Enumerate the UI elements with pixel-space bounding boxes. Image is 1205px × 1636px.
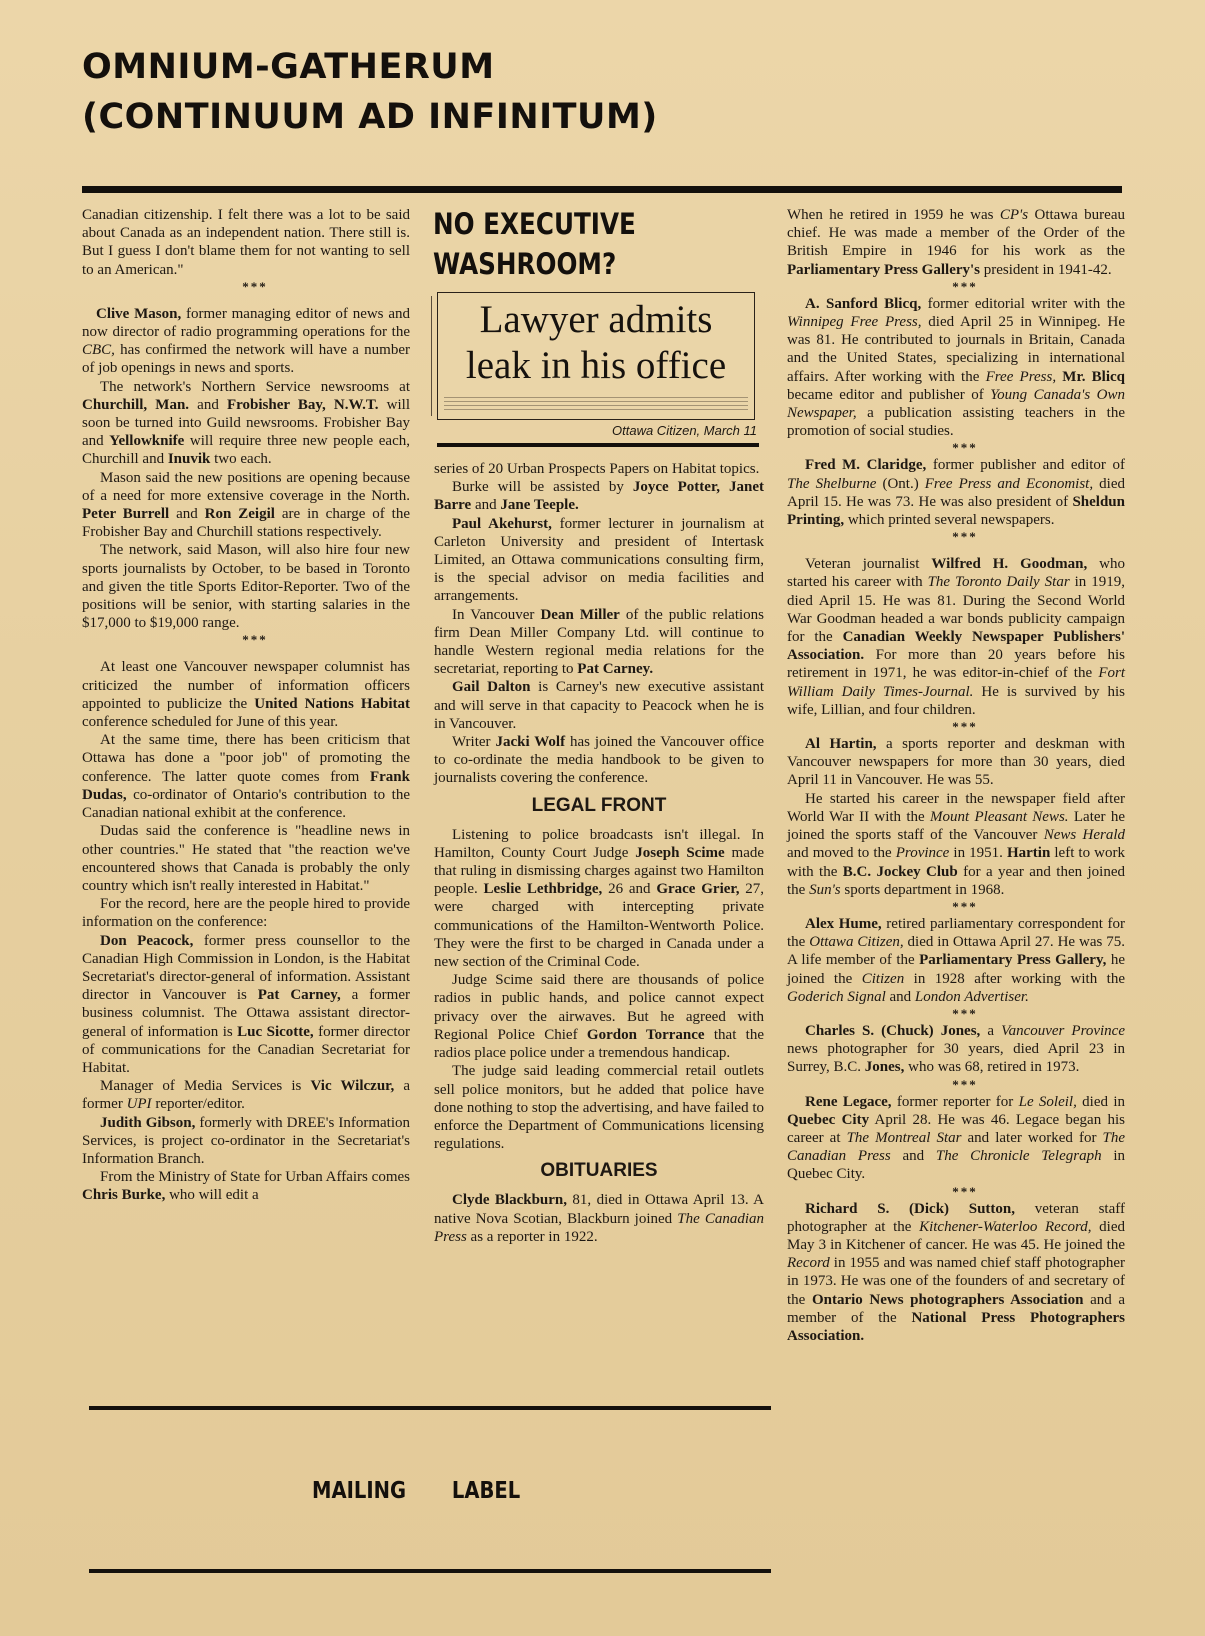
paragraph: Burke will be assisted by Joyce Potter, Janet Barre and Jane Teeple.	[434, 479, 764, 514]
top-divider	[82, 186, 1122, 193]
clipping-title-line-1: Lawyer admits	[479, 298, 713, 341]
paragraph: At least one Vancouver newspaper columnist has criticized the number of information officers appointed to publicize the United Nations Habitat conference scheduled for June of this year.	[82, 659, 410, 731]
page-headline	[82, 42, 658, 142]
paragraph: The network's Northern Service newsrooms at Churchill, Man. and Frobisher Bay, N.W.T. will soon be turned into Guild newsrooms. Frobisher Bay and Yellowknife will require three new people each, Churchill and Inuvik two each.	[82, 378, 411, 468]
paragraph: Canadian citizenship. I felt there was a lot to be said about Canada as an independent nation. There still is. But I guess I don't blame them for not wanting to sell to an American."	[82, 207, 410, 278]
paragraph: A. Sanford Blicq, former editorial writer with the Winnipeg Free Press, died April 25 in Winnipeg. He was 81. He contributed to journals in Britain, Canada and the United States, specializing in international affairs. After working with the Free Press, Mr. Blicq became editor and publisher of Young Canada's Own Newspaper, a publication assisting teachers in the promotion of social studies.	[787, 295, 1126, 440]
separator: ***	[952, 278, 978, 294]
mailing-label-area	[312, 1478, 566, 1504]
mailing-bottom-rule	[89, 1569, 771, 1573]
paragraph: Fred M. Claridge, former publisher and editor of The Shelburne (Ont.) Free Press and Economist, died April 15. He was 73. He was also president of Sheldun Printing, which printed several newspapers.	[787, 457, 1125, 529]
headline-line-1: OMNIUM-GATHERUM	[82, 47, 495, 87]
separator: ***	[952, 529, 978, 545]
section-heading-legal-front: LEGAL FRONT	[531, 794, 667, 816]
paragraph: He started his career in the newspaper field after World War II with the Mount Pleasant News. Later he joined the sports staff of the Vancouver News Herald and moved to the Province in 1951. Hartin left to work with the B.C. Jockey Club for a year and then joined the Sun's sports department in 1968.	[787, 790, 1126, 898]
clipping-divider	[437, 443, 759, 447]
paragraph: Alex Hume, retired parliamentary correspondent for the Ottawa Citizen, died in Ottawa April 27. He was 75. A life member of the Parliamentary Press Gallery, he joined the Citizen in 1928 after working with the Goderich Signal and London Advertiser.	[787, 915, 1126, 1005]
mailing-top-rule	[89, 1406, 771, 1410]
separator: ***	[242, 632, 268, 648]
paragraph: Listening to police broadcasts isn't illegal. In Hamilton, County Court Judge Joseph Scime made that ruling in dismissing charges against two Hamilton people. Leslie Lethbridge, 26 and Grace Grier, 27, were charged with intercepting private communications of the Hamilton-Wentworth Police. They were the first to be charged in Canada under a new section of the Criminal Code.	[434, 826, 765, 971]
clipping-kicker	[433, 204, 636, 284]
clipping-title-line-2: leak in his office	[465, 344, 727, 387]
paragraph: Clive Mason, former managing editor of news and now director of radio programming operations for the CBC, has confirmed the network will have a number of job openings in news and sports.	[82, 305, 410, 377]
paragraph: Writer Jacki Wolf has joined the Vancouver office to co-ordinate the media handbook to be given to journalists covering the conference.	[434, 734, 764, 787]
paragraph: In Vancouver Dean Miller of the public relations firm Dean Miller Company Ltd. will continue to handle Western regional media relations for the secretariat, reporting to Pat Carney.	[434, 606, 764, 678]
paragraph: From the Ministry of State for Urban Affairs comes Chris Burke, who will edit a	[82, 1169, 410, 1204]
newspaper-clipping	[437, 292, 755, 420]
separator: ***	[952, 898, 978, 914]
clipping-title	[438, 297, 754, 389]
paragraph: Al Hartin, a sports reporter and deskman with Vancouver newspapers for more than 30 years, died April 11 in Vancouver. He was 55.	[787, 736, 1125, 789]
paragraph: Paul Akehurst, former lecturer in journalism at Carleton University and president of Intertask Limited, an Ottawa communications consulting firm, is the special advisor on media facilities and arrangements.	[434, 515, 764, 605]
kicker-line-1: NO EXECUTIVE	[433, 207, 636, 241]
headline-line-2: (CONTINUUM AD INFINITUM)	[82, 97, 658, 137]
paragraph: series of 20 Urban Prospects Papers on Habitat topics.	[434, 461, 760, 477]
paragraph: At the same time, there has been criticism that Ottawa has done a "poor job" of promoting the conference. The latter quote comes from Frank Dudas, co-ordinator of Ontario's contribution to the Canadian national exhibit at the conference.	[82, 732, 410, 822]
clipping-credit: Ottawa Citizen, March 11	[612, 423, 757, 438]
paragraph: Dudas said the conference is "headline news in other countries." He stated that "the reaction we've encountered shows that Canada is probably the only country which isn't really interested in Habitat."	[82, 823, 410, 894]
paragraph: Rene Legace, former reporter for Le Soleil, died in Quebec City April 28. He was 46. Legace began his career at The Montreal Star and later worked for The Canadian Press and The Chronicle Telegraph in Quebec City.	[787, 1093, 1126, 1183]
column-2	[434, 460, 764, 1246]
paragraph: Manager of Media Services is Vic Wilczur, a former UPI reporter/editor.	[82, 1078, 410, 1113]
paragraph: Charles S. (Chuck) Jones, a Vancouver Province news photographer for 30 years, died April 23 in Surrey, B.C. Jones, who was 68, retired in 1973.	[787, 1022, 1125, 1076]
separator: ***	[952, 1183, 978, 1199]
paragraph: Gail Dalton is Carney's new executive assistant and will serve in that capacity to Peacock when he is in Vancouver.	[434, 679, 764, 732]
separator: ***	[242, 278, 268, 294]
separator: ***	[952, 719, 978, 735]
separator: ***	[952, 440, 978, 456]
paragraph: Judith Gibson, formerly with DREE's Information Services, is project co-ordinator in the Secretariat's Information Branch.	[82, 1114, 410, 1167]
mailing-word: MAILING	[312, 1478, 407, 1504]
clipping-edge	[431, 296, 432, 416]
paragraph: Veteran journalist Wilfred H. Goodman, who started his career with The Toronto Daily Star in 1919, died April 15. He was 81. During the Second World War Goodman headed a war bonds publicity campaign for the Canadian Weekly Newspaper Publishers' Association. For more than 20 years before his retirement in 1971, he was editor-in-chief of the Fort William Daily Times-Journal. He is survived by his wife, Lillian, and four children.	[787, 556, 1125, 718]
paragraph: Don Peacock, former press counsellor to the Canadian High Commission in London, is the Habitat Secretariat's director-general of information. Assistant director in Vancouver is Pat Carney, a former business columnist. The Ottawa assistant director-general of information is Luc Sicotte, former director of communications for the Canadian Secretariat for Habitat.	[82, 932, 410, 1076]
label-word: LABEL	[451, 1478, 521, 1504]
paragraph: Richard S. (Dick) Sutton, veteran staff photographer at the Kitchener-Waterloo Record, died May 3 in Kitchener of cancer. He was 45. He joined the Record in 1955 and was named chief staff photographer in 1973. He was one of the founders of and secretary of the Ontario News photographers Association and a member of the National Press Photographers Association.	[787, 1200, 1126, 1344]
column-1	[82, 206, 410, 1205]
paragraph: Clyde Blackburn, 81, died in Ottawa April 13. A native Nova Scotian, Blackburn joined The Canadian Press as a reporter in 1922.	[434, 1192, 764, 1245]
paragraph: The judge said leading commercial retail outlets sell police monitors, but he added that police have done nothing to stop the advertising, and have failed to enforce the Department of Communications licensing regulations.	[434, 1063, 764, 1153]
paragraph: When he retired in 1959 he was CP's Ottawa bureau chief. He was made a member of the Order of the British Empire in 1946 for his work as the Parliamentary Press Gallery's president in 1941-42.	[787, 207, 1125, 278]
paragraph: The network, said Mason, will also hire four new sports journalists by October, to be based in Toronto and given the title Sports Editor-Reporter. Two of the positions will be senior, with starting salaries in the $17,000 to $19,000 range.	[82, 542, 410, 632]
clipping-fine-print	[444, 397, 748, 413]
paragraph: Judge Scime said there are thousands of police radios in public hands, and police cannot expect privacy over the airwaves. But he agreed with Regional Police Chief Gordon Torrance that the radios place police under a tremendous handicap.	[434, 972, 764, 1062]
column-3	[787, 206, 1125, 1345]
separator: ***	[952, 1005, 978, 1021]
paragraph: Mason said the new positions are opening because of a need for more extensive coverage in the North. Peter Burrell and Ron Zeigil are in charge of the Frobisher Bay and Churchill stations respectively.	[82, 469, 411, 541]
paragraph: For the record, here are the people hired to provide information on the conference:	[82, 896, 410, 931]
separator: ***	[952, 1076, 978, 1092]
section-heading-obituaries: OBITUARIES	[540, 1160, 658, 1182]
kicker-line-2: WASHROOM?	[433, 247, 617, 281]
